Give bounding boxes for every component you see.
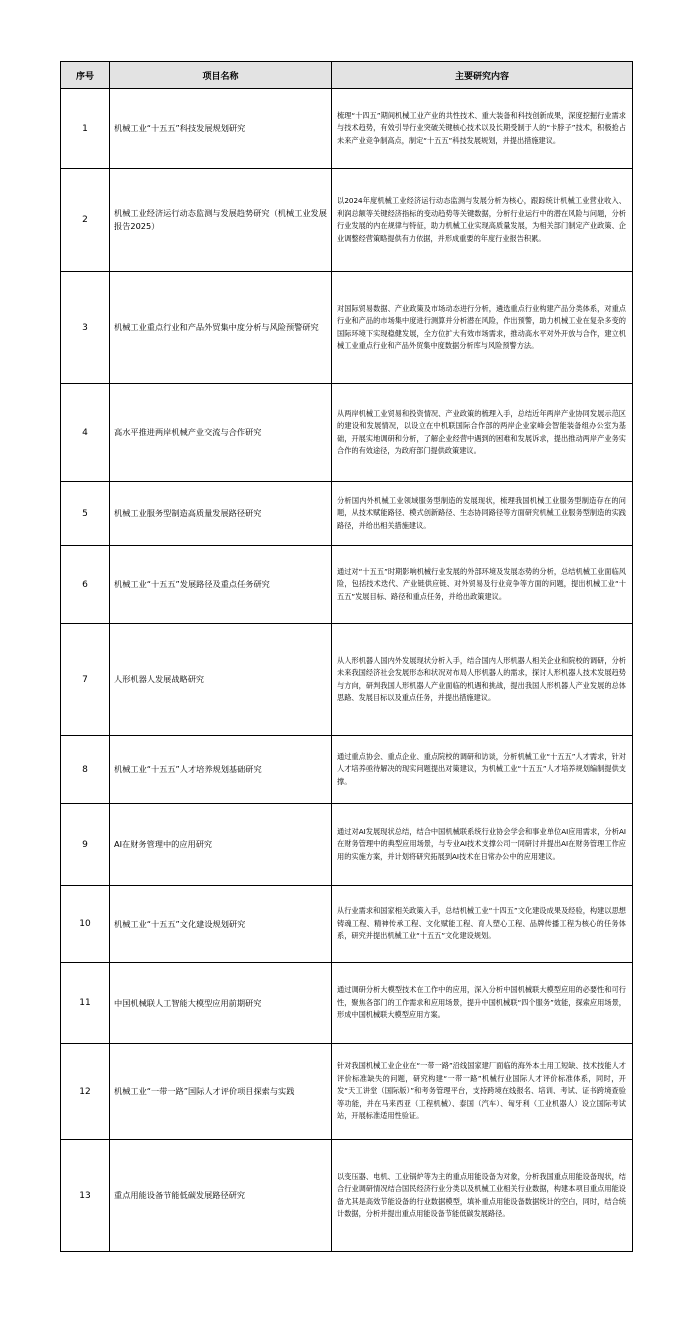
table-header-row [61, 62, 633, 89]
row-index: 2 [61, 169, 110, 272]
row-project-name: 机械工业重点行业和产品外贸集中度分析与风险预警研究 [110, 272, 332, 384]
row-research-content: 梳理“十四五”期间机械工业产业的共性技术、重大装备和科技创新成果，深度挖掘行业需求与技术趋势，有效引导行业突破关键核心技术以及长期受制于人的“卡脖子”技术，积极抢占未来产业竞争制高点，制定“十五五”科技发展规划，并提出措施建议。 [332, 89, 633, 169]
row-project-name: 人形机器人发展战略研究 [110, 624, 332, 736]
row-project-name: 机械工业“十五五”人才培养规划基础研究 [110, 736, 332, 804]
row-index: 10 [61, 886, 110, 963]
row-research-content: 分析国内外机械工业领域服务型制造的发展现状，梳理我国机械工业服务型制造存在的问题，从技术赋能路径、模式创新路径、生态协同路径等方面研究机械工业服务型制造的实践路径，并给出相关措施建议。 [332, 482, 633, 546]
row-index: 3 [61, 272, 110, 384]
table-row [61, 272, 633, 384]
table-row [61, 804, 633, 886]
header-index: 序号 [61, 62, 110, 89]
table-row [61, 624, 633, 736]
row-index: 4 [61, 384, 110, 482]
table-row [61, 1140, 633, 1252]
row-research-content: 从行业需求和国家相关政策入手，总结机械工业“十四五”文化建设成果及经验，构建以思想铸魂工程、精神传承工程、文化赋能工程、育人塑心工程、品牌传播工程为核心的任务体系，研究并提出机械工业“十五五”文化建设规划。 [332, 886, 633, 963]
row-project-name: 中国机械联人工智能大模型应用前期研究 [110, 963, 332, 1044]
row-project-name: 机械工业“十五五”科技发展规划研究 [110, 89, 332, 169]
row-index: 11 [61, 963, 110, 1044]
research-projects-table [60, 61, 633, 1252]
row-research-content: 对国际贸易数据、产业政策及市场动态进行分析，遴选重点行业构建产品分类体系，对重点行业和产品的市场集中度进行测算并分析潜在风险，作出预警，助力机械工业在复杂多变的国际环境下实现稳健发展，全方位扩大有效市场需求，推动高水平对外开放与合作，建立机械工业重点行业和产品外贸集中度数据分析库与风险预警方法。 [332, 272, 633, 384]
row-project-name: 高水平推进两岸机械产业交流与合作研究 [110, 384, 332, 482]
row-project-name: 重点用能设备节能低碳发展路径研究 [110, 1140, 332, 1252]
row-project-name: AI在财务管理中的应用研究 [110, 804, 332, 886]
table-row [61, 1044, 633, 1140]
row-index: 6 [61, 546, 110, 624]
row-research-content: 以变压器、电机、工业锅炉等为主的重点用能设备为对象，分析我国重点用能设备现状，结合行业调研情况结合国民经济行业分类以及机械工业相关行业数据，构建本项目重点用能设备尤其是高效节能设备的行业数据模型，填补重点用能设备数据统计的空白，同时，结合统计数据，分析并提出重点用能设备节能低碳发展路径。 [332, 1140, 633, 1252]
row-index: 7 [61, 624, 110, 736]
row-project-name: 机械工业“十五五”发展路径及重点任务研究 [110, 546, 332, 624]
row-research-content: 通过重点协会、重点企业、重点院校的调研和访谈，分析机械工业“十五五”人才需求，针对人才培养亟待解决的现实问题提出对策建议，为机械工业“十五五”人才培养规划编制提供支撑。 [332, 736, 633, 804]
table-row [61, 963, 633, 1044]
table-row [61, 384, 633, 482]
table-row [61, 736, 633, 804]
table-row [61, 89, 633, 169]
row-index: 12 [61, 1044, 110, 1140]
row-research-content: 通过对“十五五”时期影响机械行业发展的外部环境及发展态势的分析，总结机械工业面临风险，包括技术迭代、产业链供应链、对外贸易及行业竞争等方面的问题，提出机械工业“十五五”发展目标、路径和重点任务，并给出政策建议。 [332, 546, 633, 624]
row-research-content: 从人形机器人国内外发展现状分析入手，结合国内人形机器人相关企业和院校的调研，分析未来我国经济社会发展形态和状况对布局人形机器人的需求，探讨人形机器人技术发展趋势与方向，研判我国人形机器人产业面临的机遇和挑战，提出我国人形机器人产业发展的总体思路、发展目标以及重点任务，并提出措施建议。 [332, 624, 633, 736]
row-index: 9 [61, 804, 110, 886]
row-project-name: 机械工业服务型制造高质量发展路径研究 [110, 482, 332, 546]
row-project-name: 机械工业“一带一路”国际人才评价项目探索与实践 [110, 1044, 332, 1140]
table-row [61, 482, 633, 546]
row-project-name: 机械工业“十五五”文化建设规划研究 [110, 886, 332, 963]
header-research-content: 主要研究内容 [332, 62, 633, 89]
row-research-content: 通过调研分析大模型技术在工作中的应用，深入分析中国机械联大模型应用的必要性和可行性，聚焦各部门的工作需求和应用场景，提升中国机械联“四个服务”效能，探索应用场景，形成中国机械联大模型应用方案。 [332, 963, 633, 1044]
row-research-content: 通过对AI发展现状总结，结合中国机械联系统行业协会学会和事业单位AI应用需求，分析AI在财务管理中的典型应用场景，与专业AI技术支撑公司一同研讨并提出AI在财务管理工作应用的实施方案，并计划将研究拓展到AI技术在日常办公中的应用建议。 [332, 804, 633, 886]
row-index: 8 [61, 736, 110, 804]
table-row [61, 886, 633, 963]
row-research-content: 针对我国机械工业企业在“一带一路”沿线国家建厂面临的海外本土用工短缺、技术技能人才评价标准缺失的问题，研究构建“一带一路”机械行业国际人才评价标准体系，同时，开发“天工讲堂（国际版）”和考务管理平台，支持跨境在线报名、培训、考试、证书跨境查验等功能，并在马来西亚（工程机械）、泰国（汽车）、匈牙利（工业机器人）设立国际考试站，开展标准适用性验证。 [332, 1044, 633, 1140]
row-project-name: 机械工业经济运行动态监测与发展趋势研究（机械工业发展报告2025） [110, 169, 332, 272]
row-index: 1 [61, 89, 110, 169]
header-project-name: 项目名称 [110, 62, 332, 89]
row-research-content: 以2024年度机械工业经济运行动态监测与发展分析为核心，跟踪统计机械工业营业收入、利润总额等关键经济指标的变动趋势等关键数据，分析行业运行中的潜在风险与问题，分析行业发展的内在规律与特征，助力机械工业实现高质量发展，为相关部门制定产业政策、企业调整经营策略提供有力依据，并形成重要的年度行业报告积累。 [332, 169, 633, 272]
row-research-content: 从两岸机械工业贸易和投资情况、产业政策的梳理入手，总结近年两岸产业协同发展示范区的建设和发展情况，以设立在中机联国际合作部的两岸企业家峰会智能装备组办公室为基础，开展实地调研和分析，了解企业经营中遇到的困难和发展诉求，提出推动两岸产业务实合作的有效途径，为政府部门提供政策建议。 [332, 384, 633, 482]
table-row [61, 169, 633, 272]
row-index: 13 [61, 1140, 110, 1252]
table-row [61, 546, 633, 624]
row-index: 5 [61, 482, 110, 546]
